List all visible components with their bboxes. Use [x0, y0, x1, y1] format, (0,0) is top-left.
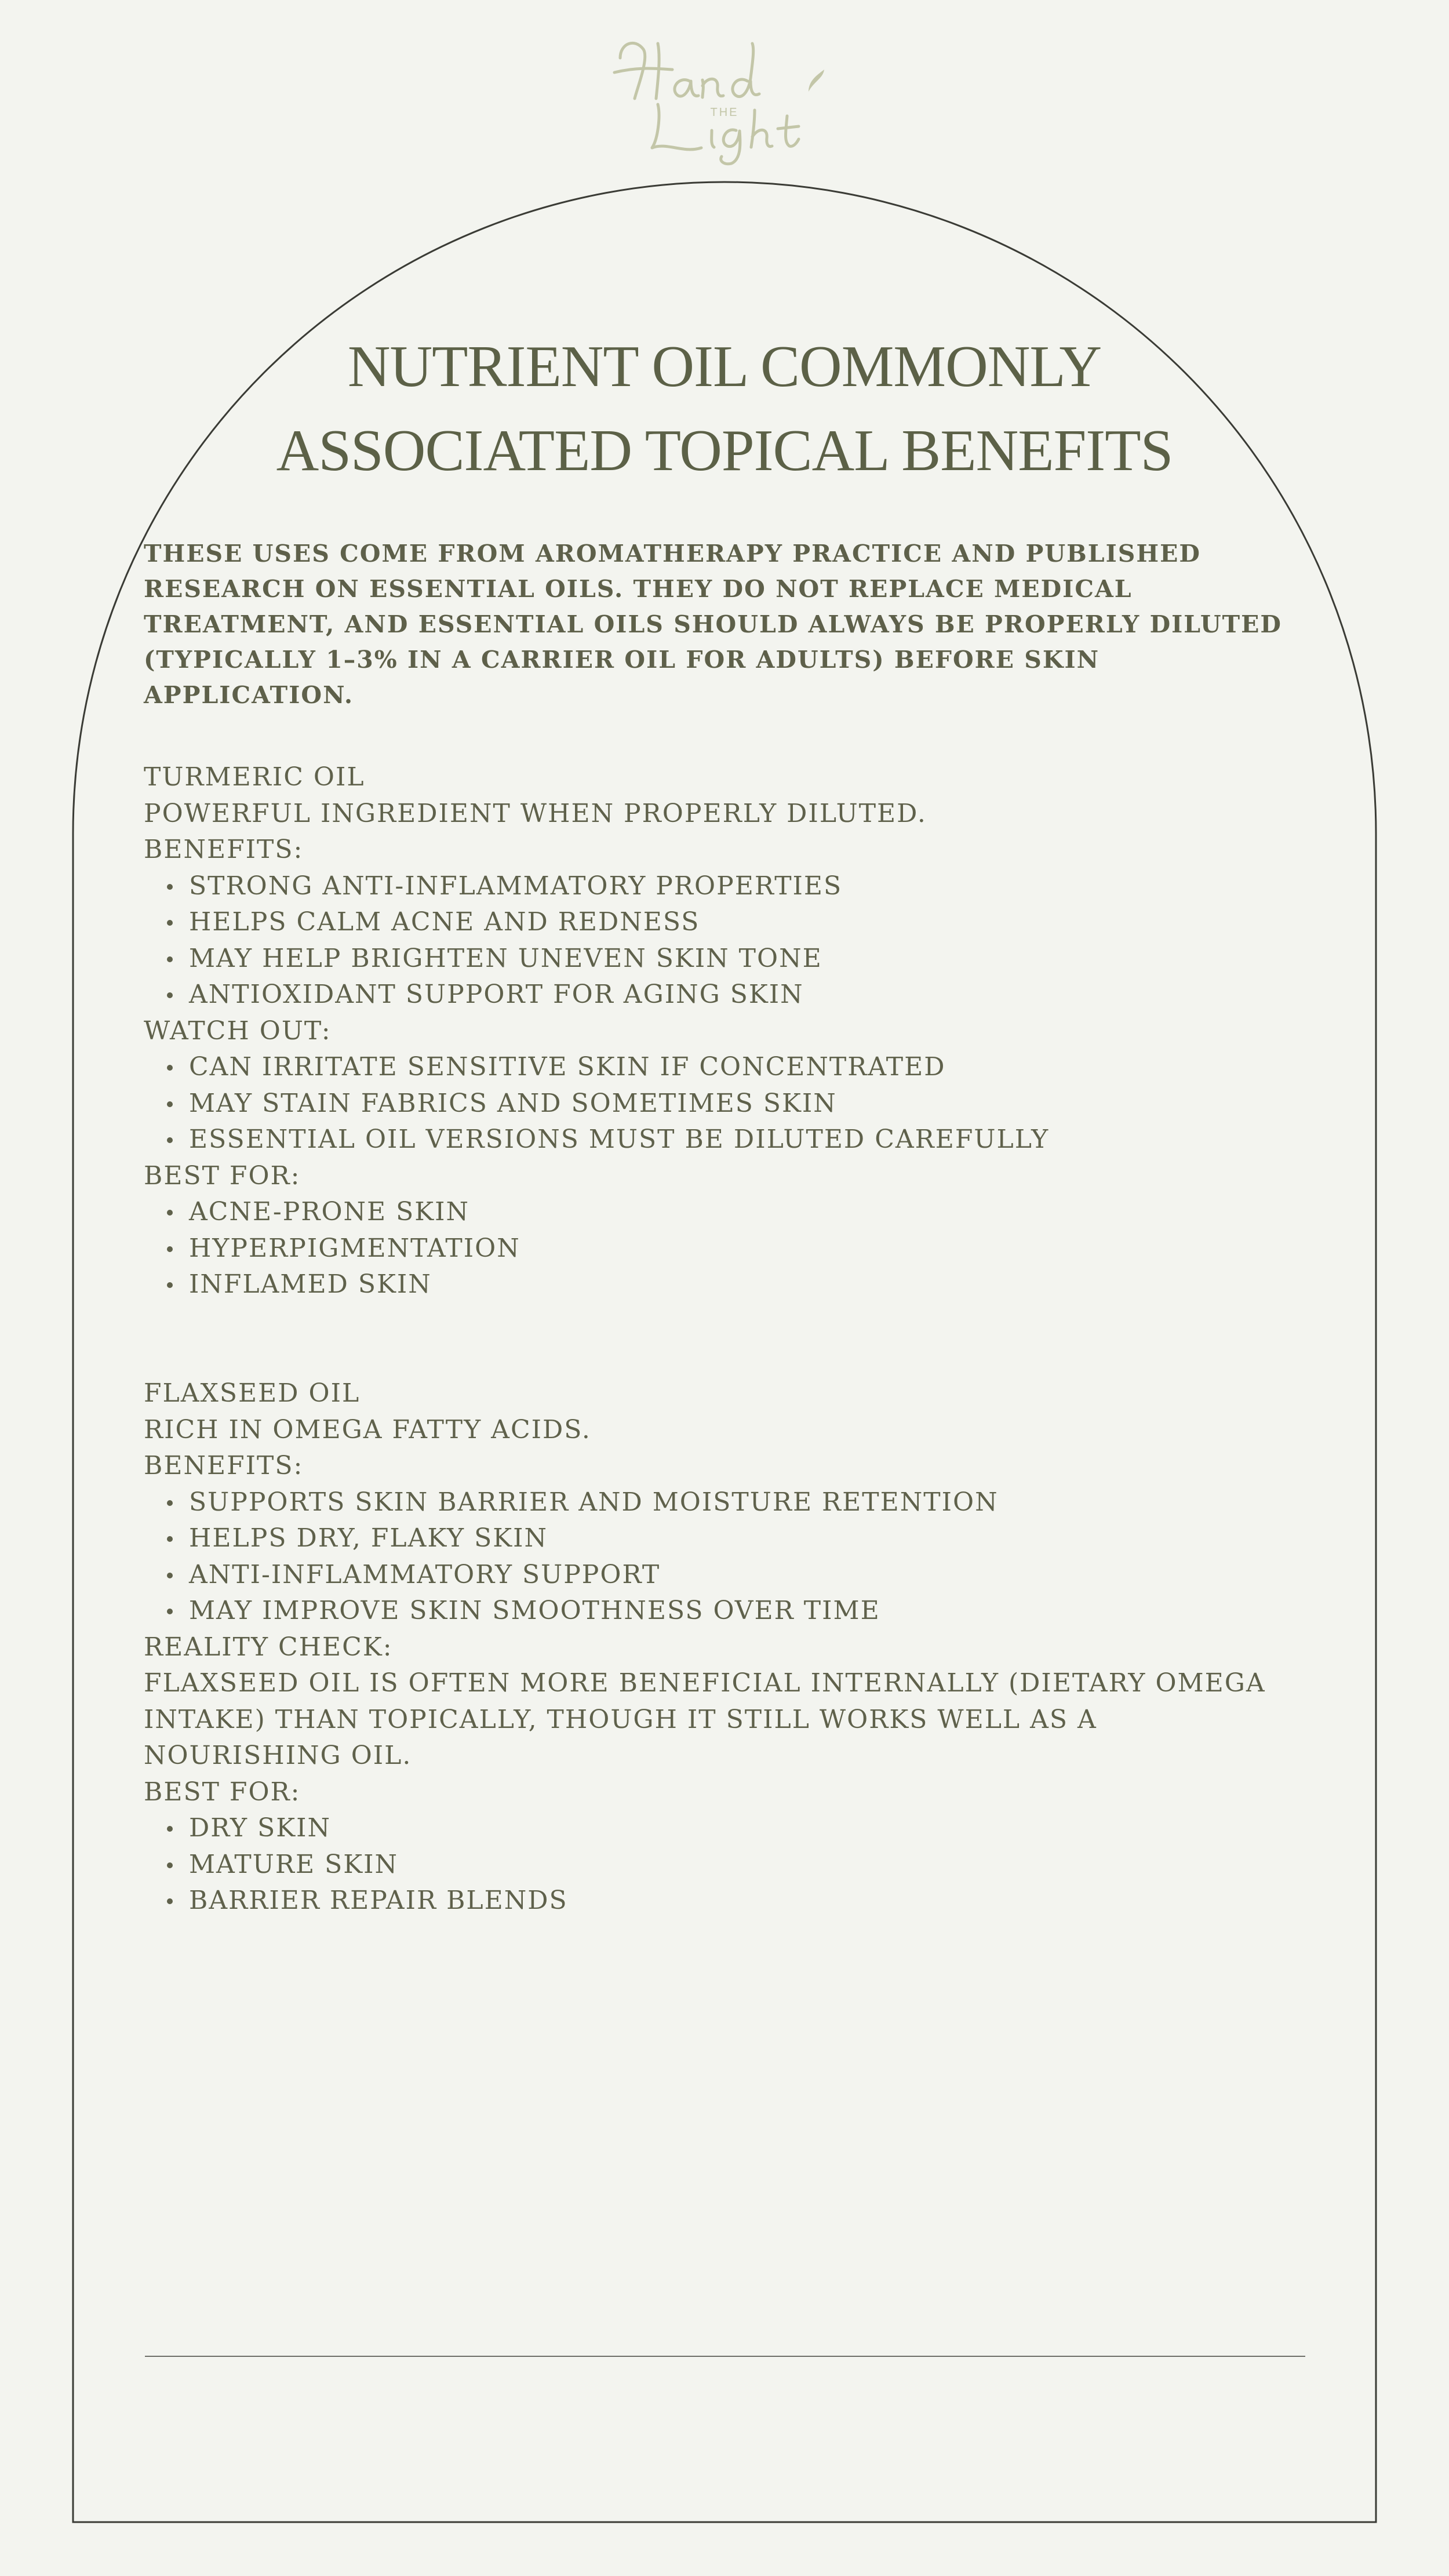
section-heading: FLAXSEED OIL	[144, 1378, 361, 1408]
bottom-divider	[145, 2356, 1305, 2357]
section-flaxseed-oil	[144, 1376, 1303, 1919]
svg-text:THE: THE	[710, 106, 739, 119]
list-item: ESSENTIAL OIL VERSIONS MUST BE DILUTED CAREFULLY	[189, 1122, 1303, 1158]
list-item: DRY SKIN	[189, 1810, 1303, 1847]
best-for-list	[144, 1810, 1303, 1919]
list-item: MAY IMPROVE SKIN SMOOTHNESS OVER TIME	[189, 1593, 1303, 1629]
section-turmeric-oil	[144, 759, 1303, 1303]
list-item: MATURE SKIN	[189, 1847, 1303, 1883]
reality-check-text: FLAXSEED OIL IS OFTEN MORE BENEFICIAL INTERNALLY (DIETARY OMEGA INTAKE) THAN TOPICALLY, THOUGH IT STILL WORKS WELL AS A NOURISHING OIL.	[144, 1668, 1266, 1770]
list-item: ACNE-PRONE SKIN	[189, 1194, 1303, 1231]
list-item: ANTI-INFLAMMATORY SUPPORT	[189, 1557, 1303, 1593]
list-item: INFLAMED SKIN	[189, 1267, 1303, 1303]
intro-paragraph: THESE USES COME FROM AROMATHERAPY PRACTICE AND PUBLISHED RESEARCH ON ESSENTIAL OILS. THEY DO NOT REPLACE MEDICAL TREATMENT, AND ESSENTIAL OILS SHOULD ALWAYS BE PROPERLY DILUTED (TYPICALLY 1–3% IN A CARRIER OIL FOR ADULTS) BEFORE SKIN APPLICATION.	[144, 540, 1282, 709]
section-heading: TURMERIC OIL	[144, 762, 365, 792]
title-line-1: NUTRIENT OIL COMMONLY	[347, 334, 1102, 399]
benefits-list	[144, 868, 1303, 1013]
list-item: STRONG ANTI-INFLAMMATORY PROPERTIES	[189, 868, 1303, 905]
reality-check-label: REALITY CHECK:	[144, 1632, 393, 1662]
best-for-label: BEST FOR:	[144, 1777, 301, 1807]
list-item: ANTIOXIDANT SUPPORT FOR AGING SKIN	[189, 977, 1303, 1013]
page-title	[145, 325, 1304, 493]
benefits-list	[144, 1485, 1303, 1629]
watch-out-label: WATCH OUT:	[144, 1016, 332, 1046]
list-item: BARRIER REPAIR BLENDS	[189, 1883, 1303, 1919]
best-for-label: BEST FOR:	[144, 1160, 301, 1191]
list-item: CAN IRRITATE SENSITIVE SKIN IF CONCENTRATED	[189, 1049, 1303, 1086]
title-line-2: ASSOCIATED TOPICAL BENEFITS	[276, 418, 1173, 483]
list-item: HELPS DRY, FLAKY SKIN	[189, 1520, 1303, 1557]
list-item: HELPS CALM ACNE AND REDNESS	[189, 904, 1303, 941]
section-tagline: RICH IN OMEGA FATTY ACIDS.	[144, 1414, 591, 1445]
benefits-label: BENEFITS:	[144, 1451, 304, 1480]
cautions-list	[144, 1049, 1303, 1158]
list-item: HYPERPIGMENTATION	[189, 1231, 1303, 1267]
best-for-list	[144, 1194, 1303, 1303]
list-item: MAY STAIN FABRICS AND SOMETIMES SKIN	[189, 1086, 1303, 1122]
benefits-label: BENEFITS:	[144, 835, 304, 864]
list-item: MAY HELP BRIGHTEN UNEVEN SKIN TONE	[189, 941, 1303, 977]
list-item: SUPPORTS SKIN BARRIER AND MOISTURE RETENTION	[189, 1485, 1303, 1521]
section-tagline: POWERFUL INGREDIENT WHEN PROPERLY DILUTED.	[144, 798, 927, 828]
